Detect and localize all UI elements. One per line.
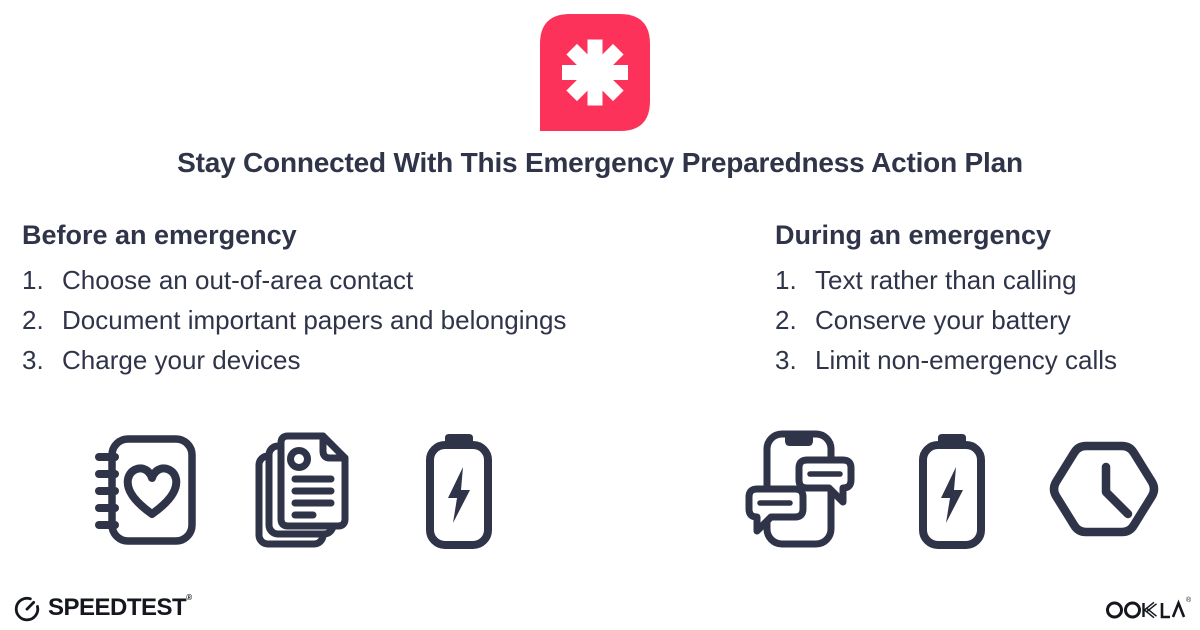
speedtest-logo bbox=[13, 593, 192, 623]
list-number: 3. bbox=[775, 345, 797, 375]
during-list bbox=[775, 260, 1200, 380]
battery-charging-icon bbox=[399, 429, 519, 549]
speedtest-wordmark: SPEEDTEST® bbox=[48, 593, 192, 621]
during-heading: During an emergency bbox=[775, 220, 1052, 250]
list-number: 2. bbox=[22, 305, 44, 335]
before-heading: Before an emergency bbox=[22, 220, 297, 250]
page-title: Stay Connected With This Emergency Preparedness Action Plan bbox=[177, 147, 1023, 178]
list-text: Text rather than calling bbox=[815, 265, 1077, 295]
before-list bbox=[22, 260, 742, 380]
clock-hexagon-icon bbox=[1044, 429, 1164, 549]
list-number: 1. bbox=[775, 265, 797, 295]
during-emergency-section bbox=[775, 218, 1200, 380]
before-icons-row bbox=[85, 429, 519, 549]
ookla-wordmark bbox=[1106, 597, 1186, 621]
list-text: Charge your devices bbox=[62, 345, 301, 375]
list-item bbox=[22, 300, 742, 340]
list-item bbox=[22, 340, 742, 380]
list-number: 1. bbox=[22, 265, 44, 295]
list-item bbox=[775, 260, 1200, 300]
emergency-asterisk-icon bbox=[540, 14, 650, 131]
list-item bbox=[775, 340, 1200, 380]
list-item bbox=[775, 300, 1200, 340]
registered-mark: ® bbox=[186, 593, 192, 602]
list-text: Limit non-emergency calls bbox=[815, 345, 1118, 375]
during-icons-row bbox=[740, 429, 1164, 549]
documents-stack-icon bbox=[242, 429, 362, 549]
ookla-logo bbox=[1106, 597, 1191, 621]
before-emergency-section bbox=[22, 218, 742, 380]
contacts-notebook-heart-icon bbox=[85, 429, 205, 549]
phone-messages-icon bbox=[740, 429, 860, 549]
list-text: Conserve your battery bbox=[815, 305, 1071, 335]
list-text: Document important papers and belongings bbox=[62, 305, 567, 335]
speedtest-gauge-icon bbox=[13, 594, 41, 622]
list-item bbox=[22, 260, 742, 300]
battery-charging-icon bbox=[892, 429, 1012, 549]
list-number: 2. bbox=[775, 305, 797, 335]
list-text: Choose an out-of-area contact bbox=[62, 265, 414, 295]
list-number: 3. bbox=[22, 345, 44, 375]
registered-mark: ® bbox=[1186, 597, 1192, 604]
